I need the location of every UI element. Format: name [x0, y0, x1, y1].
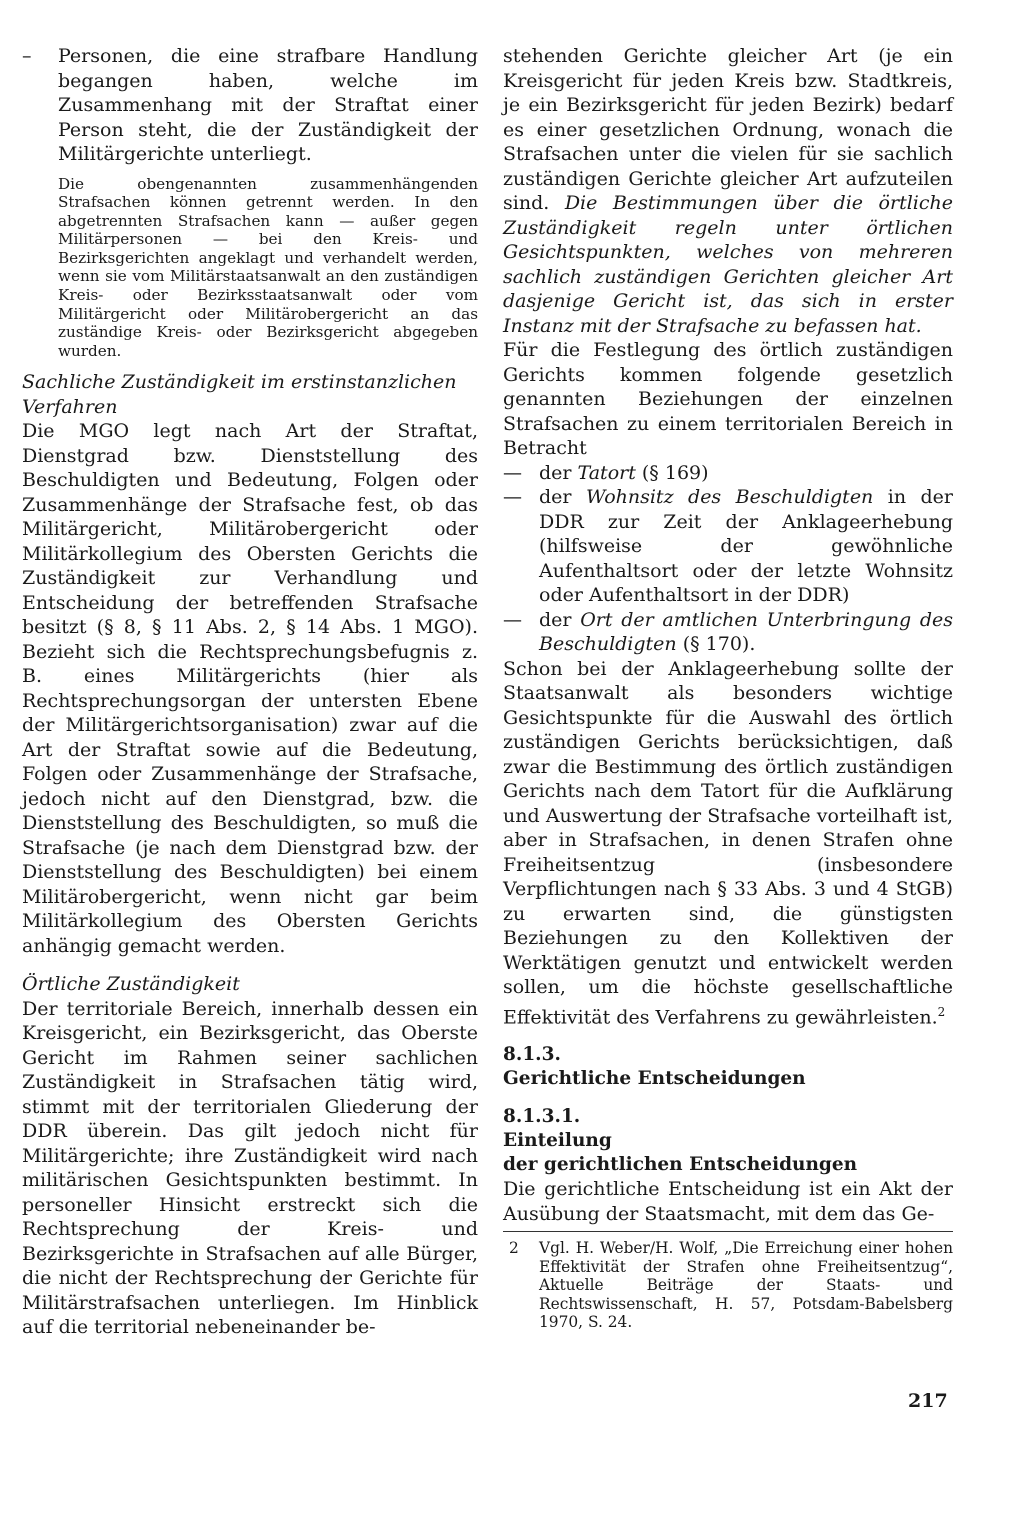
- paragraph-festlegung: Für die Festlegung des örtlich zuständigen Gerichts kommen folgende gesetzlich genannten Beziehungen der einzelnen Strafsachen zu einem territorialen Bereich in Betracht: [503, 339, 953, 459]
- list-item-unterbringung: [503, 608, 953, 657]
- paragraph-gerichtliche-entscheidung: Die gerichtliche Entscheidung ist ein Akt der Ausübung der Staatsmacht, mit dem das Ge-: [503, 1178, 953, 1225]
- list-item-emphasis: Ort der amtlichen Unterbringung des Beschuldigten: [539, 608, 954, 655]
- list-dash: —: [503, 461, 522, 484]
- list-dash: —: [503, 486, 522, 508]
- heading-oertliche-zustaendigkeit: Örtliche Zuständigkeit: [22, 973, 240, 996]
- section-title-einteilung-line2: der gerichtlichen Entscheidungen: [503, 1154, 858, 1176]
- footnote-reference: 2: [937, 1004, 946, 1019]
- bullet-dash: –: [22, 45, 32, 67]
- list-item-suffix: (§ 170).: [676, 633, 756, 655]
- section-number-8-1-3-1: 8.1.3.1.: [503, 1106, 581, 1128]
- list-item-prefix: der: [539, 608, 581, 631]
- list-dash: —: [503, 608, 522, 631]
- list-item-emphasis: Wohnsitz des Beschuldigten: [585, 486, 874, 508]
- list-item-emphasis: Tatort: [577, 461, 636, 484]
- section-number-8-1-3: 8.1.3.: [503, 1044, 561, 1066]
- bullet-paragraph: [22, 44, 478, 167]
- list-item-suffix: in der DDR zur Zeit der Anklageerhebung (hilfsweise der gewöhnliche Aufenthaltsort oder der letzte Wohnsitz oder Aufenthaltsort in der DDR): [539, 486, 954, 606]
- paragraph-sachliche-zustaendigkeit: Die MGO legt nach Art der Straftat, Dienstgrad bzw. Dienststellung des Beschuldigten und Bedeutung, Folgen oder Zusammenhänge der Strafsache fest, ob das Militärgericht, Militärobergericht oder Militärkollegium des Obersten Gerichts die Zuständigkeit zur Verhandlung und Entscheidung der betreffenden Strafsache besitzt (§ 8, § 11 Abs. 2, § 14 Abs. 1 MGO). Bezieht sich die Rechtsprechungsbefugnis z. B. eines Militärgerichts (hier als Rechtsprechungsorgan der untersten Ebene der Militärgerichtsorganisation) zwar auf die Art der Straftat sowie auf die Bedeutung, Folgen oder Zusammenhänge der Strafsache, jedoch nicht auf den Dienstgrad, bzw. die Dienststellung des Beschuldigten, so muß die Strafsache (je nach dem Dienstgrad bzw. der Dienststellung des Beschuldigten) bei einem Militärobergericht, wenn nicht gar beim Militärkollegium des Obersten Gerichts anhängig gemacht werden.: [22, 420, 478, 957]
- paragraph-anklageerhebung-text: Schon bei der Anklageerhebung sollte der Staatsanwalt als besonders wichtige Gesichtspunkte für die Auswahl des örtlich zuständigen Gerichts berücksichtigen, daß zwar die Bestimmung des örtlich zuständigen Gerichts nach dem Tatort für die Aufklärung und Auswertung der Strafsache vorteilhaft ist, aber in Strafsachen, in denen Strafen ohne Freiheitsentzug (insbesondere Verpflichtungen nach § 33 Abs. 3 und 4 StGB) zu erwarten sind, die günstigsten Beziehungen zu den Kollektiven der Werktätigen genutzt und entwickelt werden sollen, um die höchste gesellschaftliche Effektivität des Verfahrens zu gewährleisten.: [503, 657, 953, 1028]
- section-title-gerichtliche-entscheidungen: Gerichtliche Entscheidungen: [503, 1068, 806, 1090]
- list-item-tatort: [503, 461, 953, 486]
- paragraph-plain-part: stehenden Gerichte gleicher Art (je ein Kreisgericht für jeden Kreis bzw. Stadtkreis, je ein Bezirksgericht für jeden Bezirk) bedarf es einer gesetzlichen Ordnung, wonach die Strafsachen unter die vielen für sie sachlich zuständigen Gerichte gleicher Art aufzuteilen sind.: [503, 45, 953, 214]
- page-number: 217: [908, 1390, 948, 1412]
- right-column: [503, 44, 953, 1332]
- paragraph-gerichte-gleicher-art: [503, 44, 953, 338]
- bullet-text: Personen, die eine strafbare Handlung begangen haben, welche im Zusammenhang mit der Straftat einer Person steht, die der Zuständigkeit der Militärgerichte unterliegt.: [58, 45, 478, 165]
- footnote: [503, 1239, 953, 1332]
- list-item-wohnsitz: [503, 485, 953, 608]
- list-item-prefix: der: [539, 486, 586, 508]
- footnote-number: 2: [509, 1239, 519, 1258]
- list-item-suffix: (§ 169): [635, 461, 709, 484]
- list-item-prefix: der: [539, 461, 578, 484]
- small-print-paragraph: Die obengenannten zusammenhängenden Strafsachen können getrennt werden. In den abgetrennten Strafsachen kann — außer gegen Militärpersonen — bei den Kreis- und Bezirksgerichten angeklagt und verhandelt werden, wenn sie vom Militärstaatsanwalt an den zuständigen Kreis- oder Bezirksstaatsanwalt oder vom Militärgericht oder Militärobergericht an das zuständige Kreis- oder Bezirksgericht abgegeben wurden.: [58, 174, 478, 360]
- section-title-einteilung: Einteilung: [503, 1130, 612, 1152]
- left-column: [22, 44, 478, 1340]
- paragraph-oertliche-zustaendigkeit: Der territoriale Bereich, innerhalb dessen ein Kreisgericht, ein Bezirksgericht, das Oberste Gericht im Rahmen seiner sachlichen Zuständigkeit in Strafsachen tätig wird, stimmt mit der territorialen Gliederung der DDR überein. Das gilt jedoch nicht für Militärgerichte; ihre Zuständigkeit wird nach militärischen Gesichtspunkten bestimmt. In personeller Hinsicht erstreckt sich die Rechtsprechung der Kreis- und Bezirksgerichte in Strafsachen auf alle Bürger, die nicht der Rechtsprechung der Gerichte für Militärstrafsachen unterliegen. Im Hinblick auf die territorial nebeneinander be-: [22, 997, 478, 1339]
- footnote-text: Vgl. H. Weber/H. Wolf, „Die Erreichung einer hohen Effektivität der Strafen ohne Freiheitsentzug“, Aktuelle Beiträge der Staats- und Rechtswissenschaft, H. 57, Potsdam-Babelsberg 1970, S. 24.: [539, 1239, 953, 1332]
- heading-sachliche-zustaendigkeit: Sachliche Zuständigkeit im erstinstanzlichen Verfahren: [22, 371, 457, 418]
- paragraph-italic-part: Die Bestimmungen über die örtliche Zuständigkeit regeln unter örtlichen Gesichtspunkten, welches von mehreren sachlich zuständigen Gerichten gleicher Art dasjenige Gericht ist, das sich in erster Instanz mit der Strafsache zu befassen hat.: [503, 192, 953, 337]
- footnote-separator: [503, 1231, 953, 1232]
- paragraph-anklageerhebung: [503, 657, 953, 1030]
